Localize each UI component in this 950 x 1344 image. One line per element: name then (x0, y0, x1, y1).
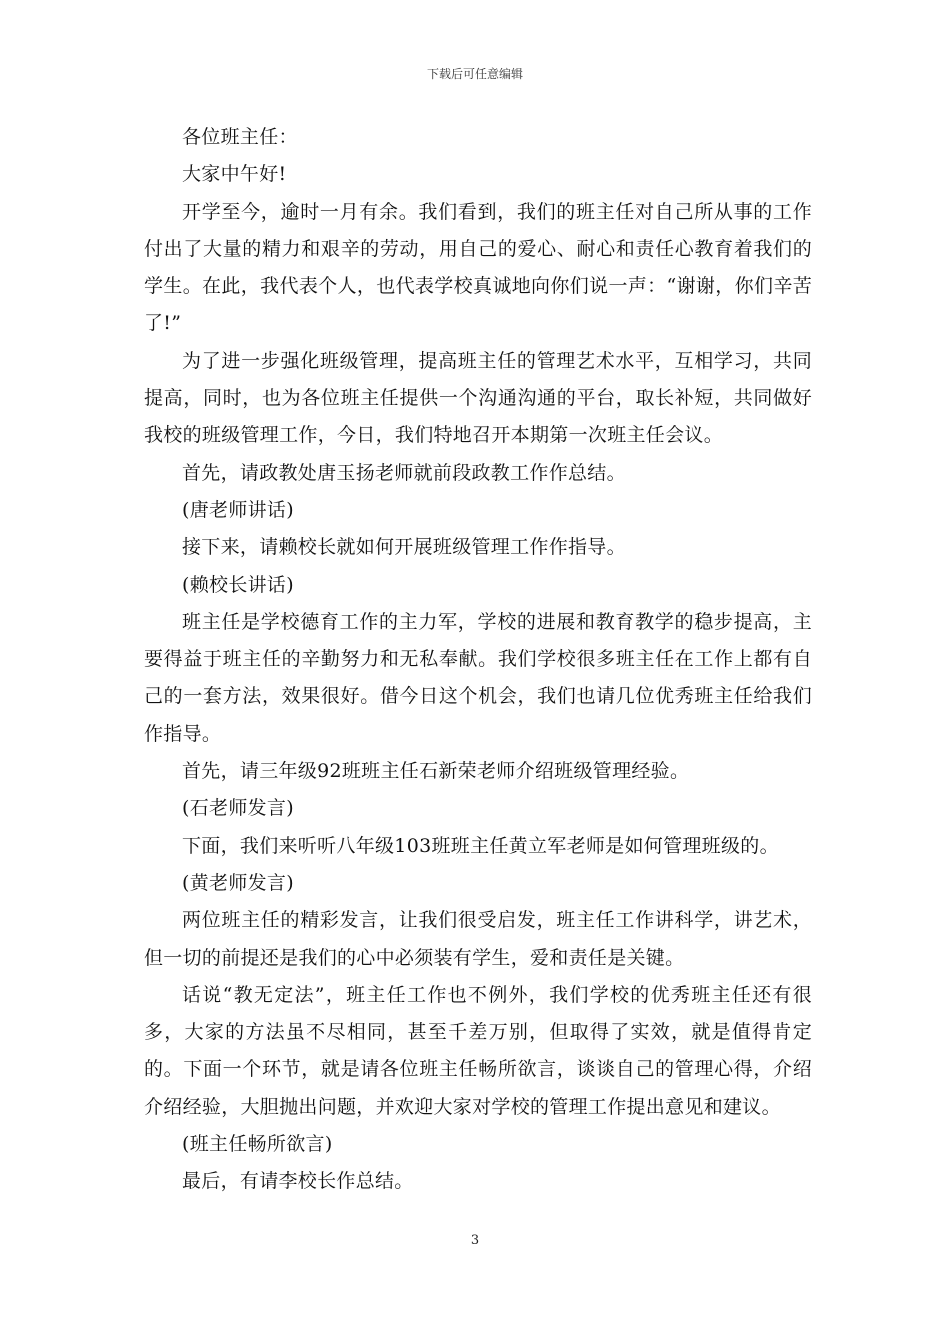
paragraph: 班主任是学校德育工作的主力军，学校的进展和教育教学的稳步提高，主要得益于班主任的辛勤努力和无私奉献。我们学校很多班主任在工作上都有自己的一套方法，效果很好。借今日这个机会，我们也请几位优秀班主任给我们作指导。 (144, 610, 812, 745)
paragraph-greeting: 大家中午好! (182, 163, 287, 186)
paragraph: 话说“教无定法”，班主任工作也不例外，我们学校的优秀班主任还有很多，大家的方法虽不尽相同，甚至千差万别，但取得了实效，就是值得肯定的。下面一个环节，就是请各位班主任畅所欲言，谈谈自己的管理心得，介绍介绍经验，大胆抛出问题，并欢迎大家对学校的管理工作提出意见和建议。 (144, 983, 812, 1118)
paragraph-closing: 最后，有请李校长作总结。 (182, 1170, 414, 1193)
stage-note: (黄老师发言) (182, 871, 294, 894)
paragraph: 接下来，请赖校长就如何开展班级管理工作作指导。 (182, 536, 626, 559)
paragraph: 首先，请三年级92班班主任石新荣老师介绍班级管理经验。 (182, 760, 690, 783)
paragraph-salutation: 各位班主任： (182, 126, 298, 148)
stage-note: (赖校长讲话) (182, 573, 294, 596)
stage-note: (石老师发言) (182, 797, 294, 820)
paragraph: 两位班主任的精彩发言，让我们很受启发，班主任工作讲科学，讲艺术，但一切的前提还是我们的心中必须装有学生，爱和责任是关键。 (144, 909, 812, 969)
paragraph: 开学至今，逾时一月有余。我们看到，我们的班主任对自己所从事的工作付出了大量的精力和艰辛的劳动，用自己的爱心、耐心和责任心教育着我们的学生。在此，我代表个人，也代表学校真诚地向你们说一声：“谢谢，你们辛苦了!” (144, 200, 812, 335)
paragraph: 为了进一步强化班级管理，提高班主任的管理艺术水平，互相学习，共同提高，同时，也为各位班主任提供一个沟通沟通的平台，取长补短，共同做好我校的班级管理工作，今日，我们特地召开本期第一次班主任会议。 (144, 349, 812, 447)
page-number: 3 (470, 1233, 480, 1248)
paragraph: 下面，我们来听听八年级103班班主任黄立军老师是如何管理班级的。 (182, 834, 779, 857)
paragraph: 首先，请政教处唐玉扬老师就前段政教工作作总结。 (182, 461, 626, 484)
page-header: 下载后可任意编辑 (426, 67, 523, 81)
stage-note: (唐老师讲话) (182, 498, 294, 521)
stage-note: (班主任畅所欲言) (182, 1133, 333, 1156)
document-body (144, 119, 812, 1201)
